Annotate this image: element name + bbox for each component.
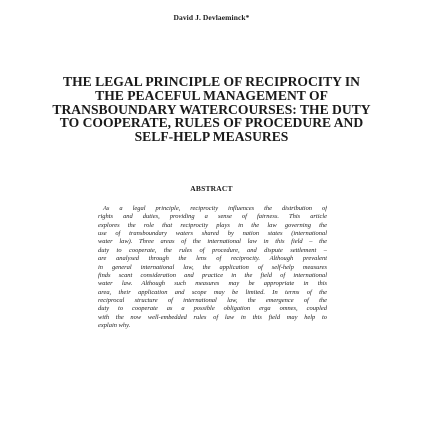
abstract-line: are analysed through the lens of reciprocity. Although prevalent — [98, 255, 327, 263]
abstract-body — [98, 205, 327, 330]
abstract-line: use of transboundary waters shared by nation states (international — [98, 230, 327, 238]
abstract-heading: ABSTRACT — [190, 184, 233, 193]
title-line: SELF-HELP MEASURES — [134, 129, 289, 145]
title-line: TRANSBOUNDARY WATERCOURSES: THE DUTY — [52, 101, 371, 117]
author-name: David J. Devlaeminck* — [173, 13, 250, 22]
abstract-line: with the now well-embedded rules of law in this field may help to — [98, 313, 327, 321]
abstract-line: reciprocal structure of international law, the emergence of the — [98, 296, 327, 304]
abstract-line: water law). Three areas of the international law in this field – the — [98, 238, 327, 246]
abstract-line: in general international law, the application of self-help measures — [98, 263, 327, 271]
abstract-line: rights and duties, providing a sense of fairness. This article — [98, 213, 327, 221]
title-line: THE LEGAL PRINCIPLE OF RECIPROCITY IN — [63, 74, 360, 89]
article-title — [2, 75, 421, 144]
abstract-line: area, their application and scope may be limited. In terms of the — [98, 288, 327, 296]
title-line: TO COOPERATE, RULES OF PROCEDURE AND — [59, 115, 364, 131]
abstract-line: explain why. — [98, 322, 131, 330]
abstract-line: water law. Although such measures may be appropriate in this — [98, 280, 327, 288]
abstract-line: finds scant consideration and practice in the field of international — [98, 271, 327, 279]
title-line: THE PEACEFUL MANAGEMENT OF — [95, 87, 328, 103]
abstract-line: duty to cooperate as a possible obligation erga omnes, coupled — [98, 305, 327, 313]
abstract-line: duty to cooperate, the rules of procedure, and dispute settlement – — [98, 246, 327, 254]
abstract-line: explores the role that reciprocity plays in the law governing the — [98, 221, 327, 229]
abstract-line: As a legal principle, reciprocity influences the distribution of — [103, 205, 327, 212]
